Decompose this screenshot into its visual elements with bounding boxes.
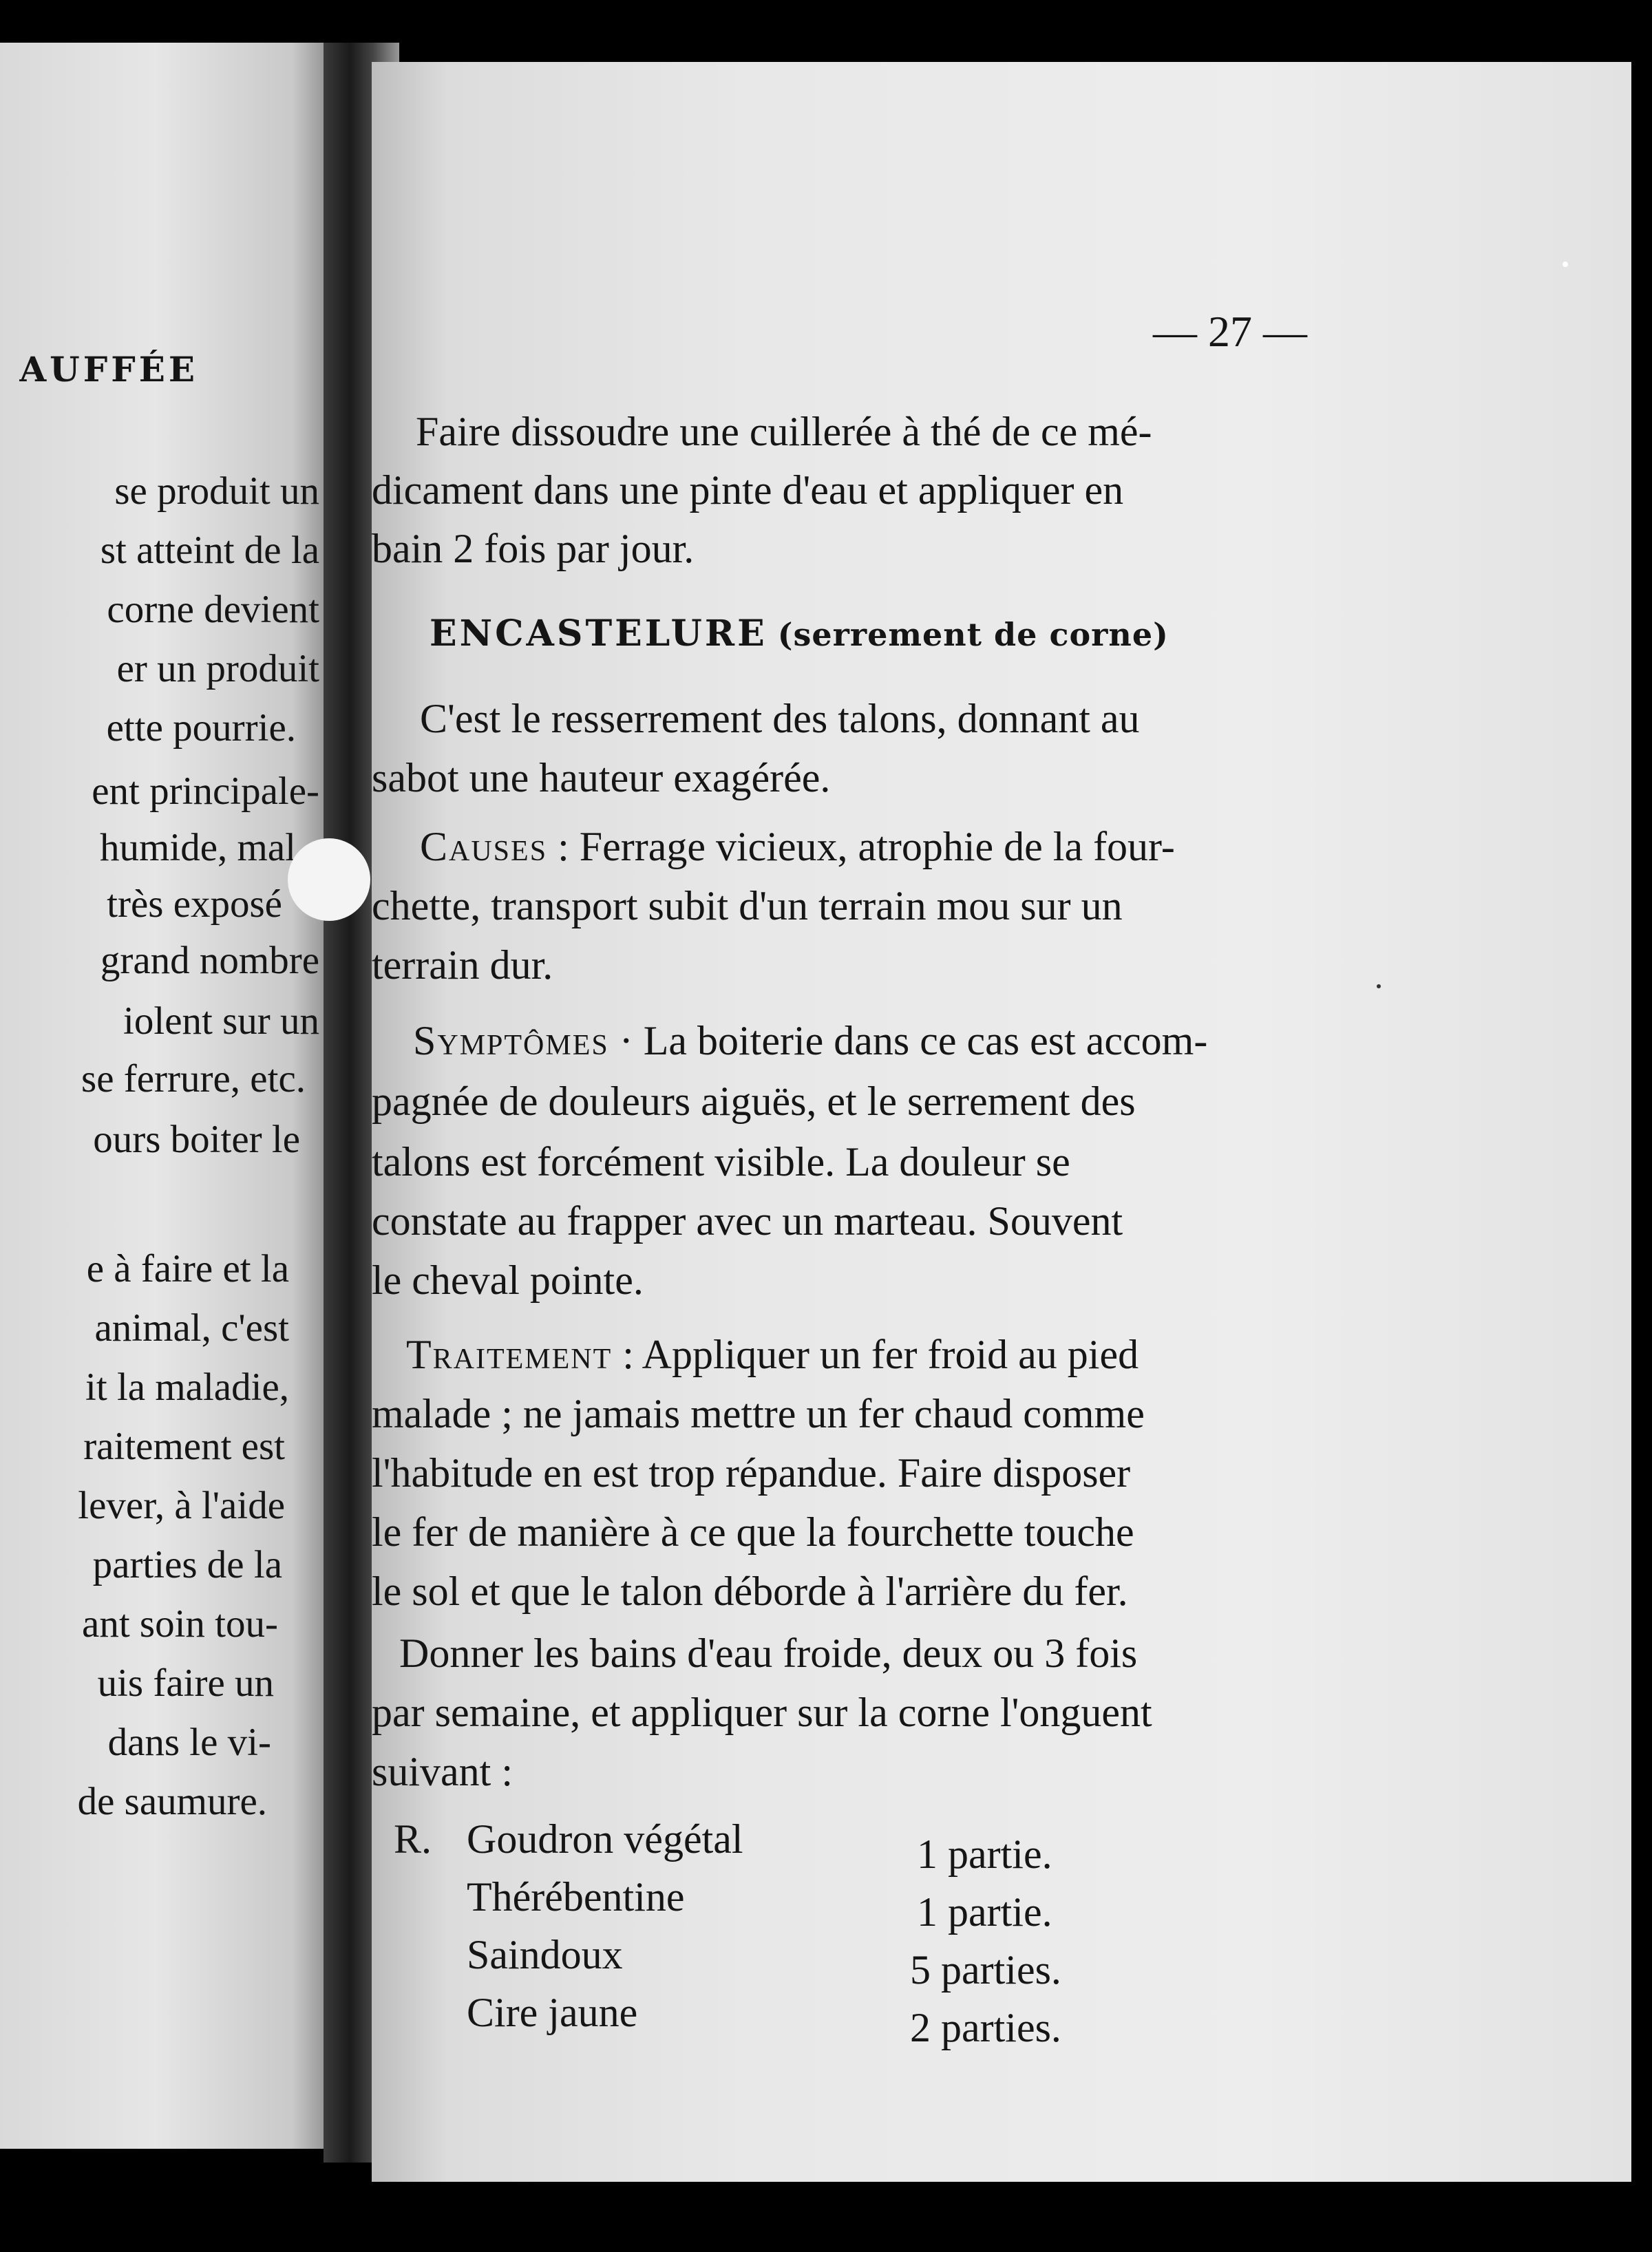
- recipe-quantity: 1 partie.: [917, 1831, 1052, 1877]
- text-line: suivant :: [372, 1749, 513, 1794]
- left-line: lever, à l'aide: [78, 1484, 285, 1527]
- text-line: malade ; ne jamais mettre un fer chaud comme: [372, 1391, 1145, 1436]
- text-line: le fer de manière à ce que la fourchette touche: [372, 1509, 1134, 1555]
- left-page: [0, 43, 344, 2149]
- causes-paragraph-start: [420, 825, 1175, 869]
- traitement-paragraph-start: [406, 1332, 1139, 1377]
- text-line: bain 2 fois par jour.: [372, 526, 695, 571]
- scan-frame-edge: [1631, 0, 1652, 2252]
- causes-text: : Ferrage vicieux, atrophie de la four-: [547, 824, 1175, 869]
- traitement-text: : Appliquer un fer froid au pied: [612, 1332, 1139, 1377]
- text-line: le cheval pointe.: [372, 1257, 644, 1303]
- left-page-heading: AUFFÉE: [19, 349, 198, 390]
- text-line: constate au frapper avec un marteau. Souvent: [372, 1198, 1123, 1244]
- right-page: [372, 62, 1638, 2182]
- left-line: dans le vi-: [107, 1721, 271, 1764]
- recipe-quantity: 5 parties.: [910, 1947, 1061, 1993]
- text-line: sabot une hauteur exagérée.: [372, 755, 831, 800]
- text-line: C'est le resserrement des talons, donnant au: [420, 696, 1140, 741]
- text-line: le sol et que le talon déborde à l'arrière du fer.: [372, 1569, 1128, 1614]
- scan-speck: [1377, 984, 1381, 988]
- left-line: ent principale-: [92, 769, 319, 813]
- text-line: terrain dur.: [372, 942, 553, 988]
- left-line: se produit un: [114, 469, 319, 513]
- recipe-ingredient: Saindoux: [467, 1932, 623, 1977]
- symptomes-text: · La boiterie dans ce cas est accom-: [608, 1018, 1208, 1063]
- text-line: Donner les bains d'eau froide, deux ou 3 fois: [399, 1630, 1138, 1676]
- left-line: grand nombre: [100, 939, 319, 982]
- left-line: er un produit: [116, 647, 319, 690]
- left-line: e à faire et la: [86, 1247, 289, 1290]
- section-heading: [430, 610, 1169, 657]
- paper-damage-spot: [288, 838, 370, 921]
- left-line: humide, mal: [100, 826, 296, 869]
- scan-speck: [1563, 262, 1568, 267]
- left-line: corne devient: [107, 588, 319, 631]
- section-title: ENCASTELURE: [430, 613, 767, 655]
- text-line: chette, transport subit d'un terrain mou sur un: [372, 883, 1123, 928]
- causes-label: Causes: [420, 824, 548, 869]
- recipe-quantity: 2 parties.: [910, 2005, 1061, 2050]
- left-line: animal, c'est: [94, 1306, 289, 1350]
- symptomes-label: Symptômes: [413, 1018, 609, 1063]
- symptomes-paragraph-start: [413, 1019, 1207, 1063]
- text-line: l'habitude en est trop répandue. Faire disposer: [372, 1450, 1131, 1496]
- recipe-mark: R.: [394, 1816, 432, 1862]
- page-number: — 27 —: [1153, 307, 1307, 356]
- left-line: st atteint de la: [100, 529, 319, 572]
- left-line: très exposé: [107, 882, 282, 926]
- left-line: it la maladie,: [85, 1366, 289, 1409]
- text-line: Faire dissoudre une cuillerée à thé de ce mé-: [416, 409, 1152, 454]
- section-subtitle: (serrement de corne): [777, 616, 1169, 653]
- text-line: par semaine, et appliquer sur la corne l'onguent: [372, 1690, 1152, 1735]
- left-line: uis faire un: [97, 1661, 274, 1705]
- left-line: se ferrure, etc.: [81, 1057, 306, 1101]
- left-line: iolent sur un: [123, 999, 319, 1043]
- recipe-ingredient: Goudron végétal: [467, 1816, 743, 1862]
- recipe-ingredient: Cire jaune: [467, 1990, 638, 2035]
- text-line: pagnée de douleurs aiguës, et le serrement des: [372, 1079, 1136, 1124]
- left-line: raitement est: [83, 1425, 285, 1468]
- left-line: parties de la: [92, 1543, 282, 1586]
- recipe-ingredient: Thérébentine: [467, 1874, 685, 1920]
- left-line: de saumure.: [77, 1780, 267, 1823]
- traitement-label: Traitement: [406, 1332, 613, 1377]
- left-line: ant soin tou-: [82, 1602, 278, 1646]
- left-line: ours boiter le: [93, 1118, 300, 1161]
- text-line: dicament dans une pinte d'eau et appliquer en: [372, 467, 1124, 513]
- text-line: talons est forcément visible. La douleur se: [372, 1139, 1070, 1185]
- recipe-quantity: 1 partie.: [917, 1889, 1052, 1935]
- left-line: ette pourrie.: [106, 706, 296, 750]
